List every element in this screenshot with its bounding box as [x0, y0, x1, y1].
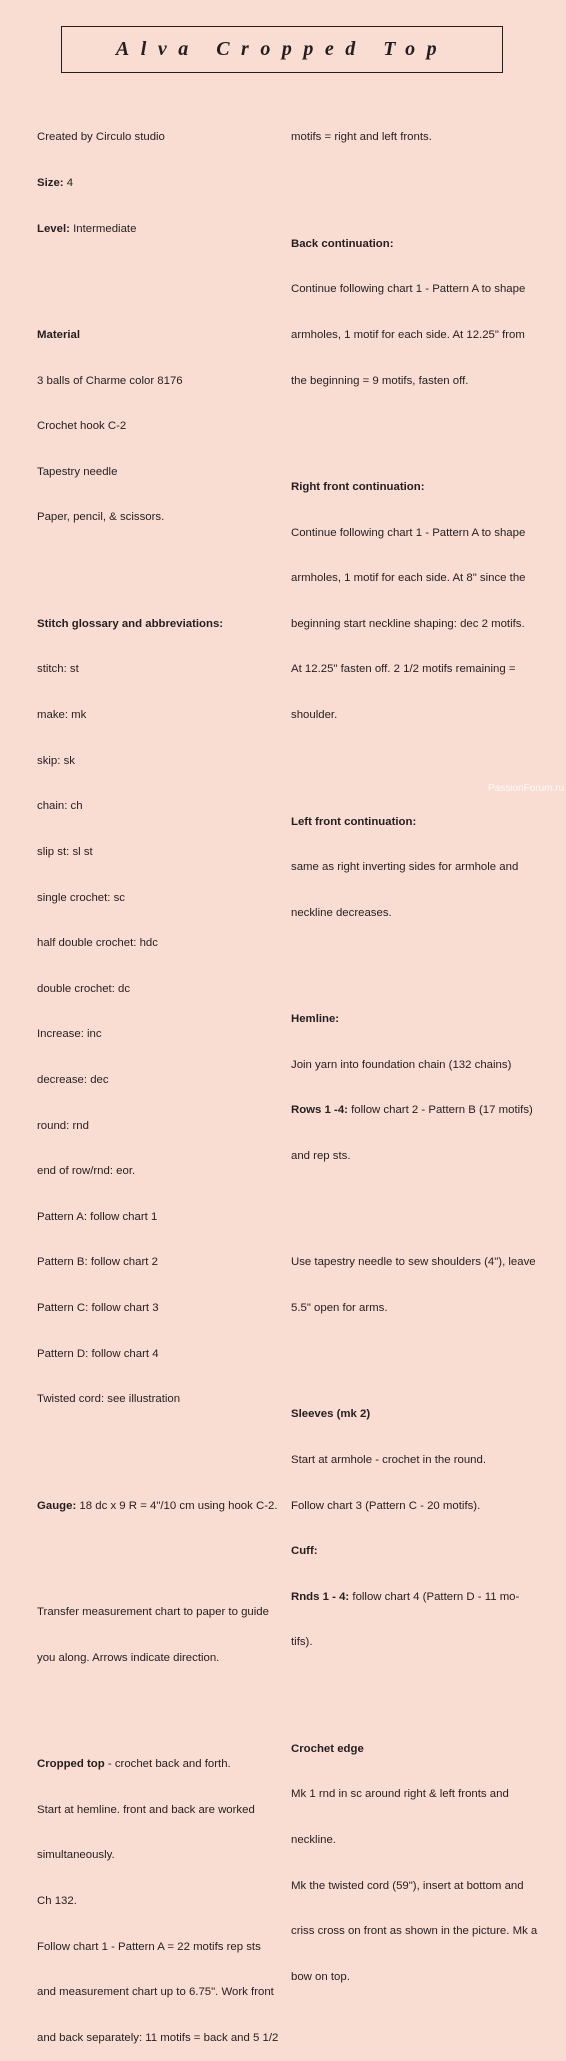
left-column — [37, 100, 282, 2061]
transfer-line: you along. Arrows indicate direction. — [37, 1651, 220, 1664]
level-line — [37, 222, 282, 237]
glossary-item: round: rnd — [37, 1119, 89, 1132]
glossary-item: Pattern A: follow chart 1 — [37, 1210, 158, 1223]
hemline-line: Join yarn into foundation chain (132 chains) — [291, 1058, 512, 1071]
edge-line: criss cross on front as shown in the picture. Mk a — [291, 1925, 538, 1938]
glossary-item: make: mk — [37, 709, 87, 722]
right-front-line: Continue following chart 1 - Pattern A to shape — [291, 526, 526, 539]
back-line: Continue following chart 1 - Pattern A to shape — [291, 283, 526, 296]
cropped-line: Ch 132. — [37, 1894, 77, 1907]
gauge-line — [37, 1499, 282, 1514]
tapestry-line: Use tapestry needle to sew shoulders (4"), leave — [291, 1256, 536, 1269]
hemline-heading: Hemline: — [291, 1013, 340, 1026]
hemline-rows-line — [291, 1103, 536, 1118]
cropped-line: and back separately: 11 motifs = back and 5 1/2 — [37, 2031, 279, 2044]
sleeves-line: Start at armhole - crochet in the round. — [291, 1453, 487, 1466]
right-column — [291, 100, 536, 2000]
material-item: Tapestry needle — [37, 465, 118, 478]
right-front-line: beginning start neckline shaping: dec 2 motifs. — [291, 617, 525, 630]
glossary-item: Pattern B: follow chart 2 — [37, 1256, 158, 1269]
cuff-rnds-value: follow chart 4 (Pattern D - 11 mo- — [349, 1590, 520, 1603]
glossary-heading: Stitch glossary and abbreviations: — [37, 617, 224, 630]
cropped-line: and measurement chart up to 6.75". Work front — [37, 1986, 274, 1999]
material-heading: Material — [37, 329, 81, 342]
edge-line: neckline. — [291, 1834, 336, 1847]
hemline-rows-value: follow chart 2 - Pattern B (17 motifs) — [347, 1104, 533, 1117]
material-item: Crochet hook C-2 — [37, 420, 127, 433]
page-title: Alva Cropped Top — [115, 38, 449, 60]
hemline-rows-label: Rows 1 -4: — [291, 1104, 348, 1117]
left-front-line: same as right inverting sides for armhole and — [291, 861, 519, 874]
gauge-value: 18 dc x 9 R = 4"/10 cm using hook C-2. — [76, 1499, 278, 1512]
glossary-item: chain: ch — [37, 800, 83, 813]
hemline-line: and rep sts. — [291, 1149, 351, 1162]
sleeves-heading: Sleeves (mk 2) — [291, 1408, 371, 1421]
glossary-item: end of row/rnd: eor. — [37, 1165, 136, 1178]
sleeves-line: Follow chart 3 (Pattern C - 20 motifs). — [291, 1499, 481, 1512]
size-label: Size: — [37, 177, 64, 190]
back-line: the beginning = 9 motifs, fasten off. — [291, 374, 469, 387]
cuff-line: tifs). — [291, 1636, 313, 1649]
glossary-item: skip: sk — [37, 754, 75, 767]
edge-line: bow on top. — [291, 1970, 350, 1983]
cropped-line: simultaneously. — [37, 1849, 115, 1862]
cuff-rnds-line — [291, 1590, 536, 1605]
cropped-top-label: Cropped top — [37, 1758, 105, 1771]
left-front-line: neckline decreases. — [291, 906, 392, 919]
glossary-item: half double crochet: hdc — [37, 937, 158, 950]
watermark: PassionForum.ru — [488, 783, 565, 794]
material-item: Paper, pencil, & scissors. — [37, 511, 165, 524]
right-front-line: shoulder. — [291, 709, 338, 722]
glossary-item: double crochet: dc — [37, 982, 131, 995]
continued-line: motifs = right and left fronts. — [291, 131, 432, 144]
glossary-item: Pattern C: follow chart 3 — [37, 1302, 159, 1315]
right-front-heading: Right front continuation: — [291, 481, 425, 494]
material-item: 3 balls of Charme color 8176 — [37, 374, 183, 387]
level-label: Level: — [37, 222, 70, 235]
level-value: Intermediate — [69, 222, 137, 235]
right-front-line: At 12.25" fasten off. 2 1/2 motifs remaining = — [291, 663, 516, 676]
glossary-item: stitch: st — [37, 663, 79, 676]
glossary-item: Twisted cord: see illustration — [37, 1393, 181, 1406]
cropped-line: Follow chart 1 - Pattern A = 22 motifs rep sts — [37, 1940, 261, 1953]
tapestry-line: 5.5" open for arms. — [291, 1301, 388, 1314]
glossary-item: slip st: sl st — [37, 845, 93, 858]
cropped-line: Start at hemline. front and back are worked — [37, 1803, 255, 1816]
glossary-item: Pattern D: follow chart 4 — [37, 1347, 159, 1360]
glossary-item: decrease: dec — [37, 1073, 109, 1086]
cropped-top-line — [37, 1757, 282, 1772]
glossary-item: single crochet: sc — [37, 891, 125, 904]
transfer-line: Transfer measurement chart to paper to guide — [37, 1606, 269, 1619]
glossary-item: Increase: inc — [37, 1028, 102, 1041]
size-line — [37, 176, 282, 191]
back-heading: Back continuation: — [291, 237, 394, 250]
left-front-heading: Left front continuation: — [291, 815, 417, 828]
cropped-top-value: - crochet back and forth. — [104, 1758, 231, 1771]
gauge-label: Gauge: — [37, 1499, 77, 1512]
title-box — [61, 26, 503, 73]
cuff-rnds-label: Rnds 1 - 4: — [291, 1590, 350, 1603]
created-by: Created by Circulo studio — [37, 131, 165, 144]
size-value: 4 — [63, 177, 74, 190]
right-front-line: armholes, 1 motif for each side. At 8" since the — [291, 572, 526, 585]
edge-heading: Crochet edge — [291, 1742, 364, 1755]
cuff-heading: Cuff: — [291, 1545, 318, 1558]
edge-line: Mk the twisted cord (59"), insert at bottom and — [291, 1879, 524, 1892]
edge-line: Mk 1 rnd in sc around right & left fronts and — [291, 1788, 509, 1801]
back-line: armholes, 1 motif for each side. At 12.25" from — [291, 329, 525, 342]
